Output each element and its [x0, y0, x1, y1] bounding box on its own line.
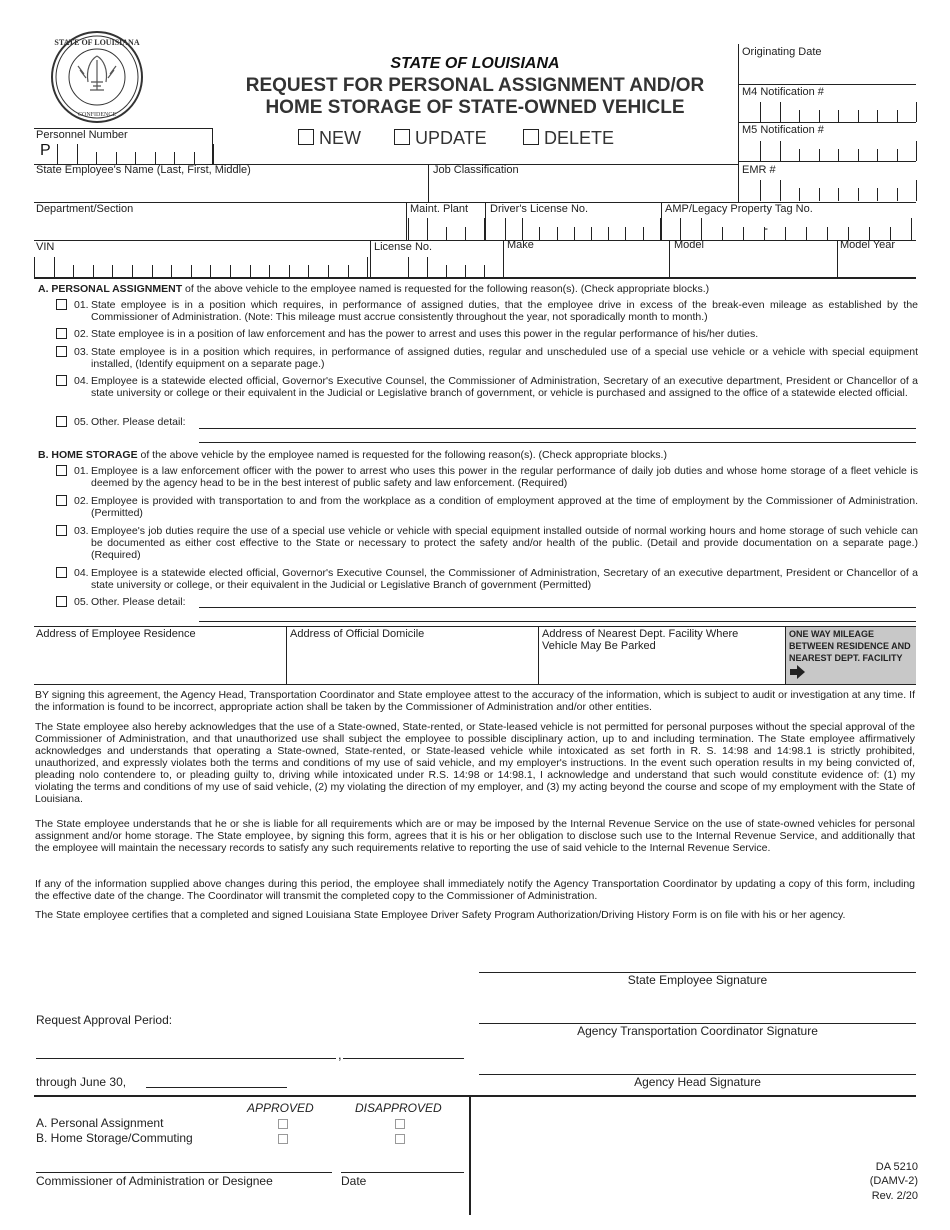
home-storage-row-label: B. Home Storage/Commuting	[36, 1131, 193, 1145]
personnel-number-field-cell[interactable]	[156, 152, 176, 164]
personnel-number-field-cell[interactable]	[136, 152, 156, 164]
m5-field-cell[interactable]	[898, 141, 918, 161]
m5-label: M5 Notification #	[742, 124, 824, 136]
personnel-number-field-cell[interactable]	[58, 144, 78, 164]
through-year-line[interactable]	[146, 1087, 287, 1088]
section-b-checkbox-01[interactable]	[56, 465, 67, 476]
job-classification-label: Job Classification	[433, 164, 519, 176]
through-label: through June 30,	[36, 1075, 127, 1089]
form-number: DA 5210	[875, 1161, 918, 1173]
section-b-item-05[interactable]: 05. Other. Please detail:	[56, 596, 918, 608]
amp-tag-field-cell[interactable]	[807, 227, 828, 240]
personnel-number-field-cell[interactable]	[175, 152, 195, 164]
personal-disapproved-checkbox[interactable]	[395, 1119, 405, 1129]
residence-address-field[interactable]	[36, 644, 284, 682]
employee-signature-label: State Employee Signature	[627, 973, 768, 987]
maint-plant-field-cell[interactable]	[447, 227, 466, 240]
drivers-license-field-cell[interactable]	[644, 218, 661, 240]
drivers-license-field-cell[interactable]	[540, 227, 557, 240]
maint-plant-field-cell[interactable]	[428, 227, 447, 240]
amp-tag-field-cell[interactable]	[702, 227, 723, 240]
home-approved-checkbox[interactable]	[278, 1134, 288, 1144]
commissioner-label: Commissioner of Administration or Designee	[36, 1174, 273, 1188]
drivers-license-label: Driver's License No.	[490, 203, 589, 215]
emr-field-cell[interactable]	[781, 188, 801, 201]
personal-assignment-row-label: A. Personal Assignment	[36, 1116, 164, 1130]
amp-tag-field[interactable]	[680, 218, 912, 240]
section-a-checkbox-03[interactable]	[56, 346, 67, 357]
home-disapproved-checkbox[interactable]	[395, 1134, 405, 1144]
emr-field[interactable]	[760, 180, 917, 201]
m4-field-cell[interactable]	[800, 110, 820, 122]
residence-address-label: Address of Employee Residence	[36, 628, 196, 640]
amp-tag-field-cell[interactable]	[723, 227, 744, 240]
drivers-license-field-cell[interactable]	[626, 227, 643, 240]
approval-period-comma: ,	[338, 1047, 342, 1062]
department-field[interactable]	[34, 216, 404, 238]
section-a-checkbox-01[interactable]	[56, 299, 67, 310]
personnel-number-field-cell[interactable]	[97, 152, 117, 164]
section-a-other-line-2[interactable]	[199, 442, 916, 443]
state-heading: STATE OF LOUISIANA	[390, 55, 560, 72]
personnel-number-field-cell[interactable]	[78, 152, 98, 164]
department-label: Department/Section	[36, 203, 134, 215]
form-revision: Rev. 2/20	[871, 1190, 918, 1202]
emr-field-cell[interactable]	[859, 188, 879, 201]
section-b-checkbox-04[interactable]	[56, 567, 67, 578]
employee-name-field[interactable]	[34, 178, 428, 200]
personnel-number-field-cell[interactable]	[195, 144, 215, 164]
personnel-prefix: P	[40, 142, 51, 159]
make-label: Make	[507, 239, 534, 251]
vin-field[interactable]	[34, 257, 368, 278]
approval-period-year-line[interactable]	[343, 1058, 464, 1059]
m4-field-cell[interactable]	[781, 110, 801, 122]
m4-field-cell[interactable]	[820, 110, 840, 122]
date-line[interactable]	[341, 1172, 464, 1173]
m5-field-cell[interactable]	[839, 149, 859, 161]
maint-plant-field-cell[interactable]	[466, 218, 485, 240]
personnel-number-field[interactable]	[57, 144, 214, 164]
drivers-license-field-cell[interactable]	[558, 227, 575, 240]
date-label: Date	[341, 1174, 367, 1188]
m4-field[interactable]	[760, 102, 917, 122]
model-label: Model	[674, 239, 704, 251]
m4-field-cell[interactable]	[859, 110, 879, 122]
model-year-field[interactable]	[839, 254, 916, 276]
domicile-address-field[interactable]	[288, 644, 536, 682]
section-b-checkbox-02[interactable]	[56, 495, 67, 506]
license-no-field-cell[interactable]	[485, 257, 504, 278]
drivers-license-field-cell[interactable]	[592, 227, 609, 240]
section-a-item-02[interactable]: 02. State employee is in a position of law enforcement and has the power to arrest and uses this power in the regular performance of his/her duties.	[56, 328, 918, 340]
facility-address-field[interactable]	[540, 656, 783, 682]
agreement-paragraph-3: The State employee understands that he or she is liable for all requirements which are or may be imposed by the Internal Revenue Service on the use of state-owned vehicles for personal assignment and/or home storage. The State employee, by signing this form, agrees that it is his or her obligation to disclose such use to the Internal Revenue Service, and additionally that the employee will maintain the necessary records to satisfy any such requirements relative to reporting the use of said vehicle to the Internal Revenue Service.	[35, 818, 915, 854]
emr-field-cell[interactable]	[898, 180, 918, 201]
vin-field-cell[interactable]	[35, 257, 55, 278]
approval-period-label: Request Approval Period:	[36, 1013, 173, 1027]
agreement-paragraph-2: The State employee also hereby acknowledges that the use of a State-owned, State-rented, or State-leased vehicle is not permitted for personal purposes without the special approval of the Commissioner of Administration, and that unauthorized use shall subject the employee to possible disciplinary action, up to and including termination. The State employee affirmatively acknowledges and understands that operating a State-owned, State-rented, or State-leased vehicle while intoxicated as set forth in R. S. 14:98 and 14:98.1 is strictly prohibited, unauthorized, and expressly violates both the terms and conditions of my use of said vehicle, and my employer's instructions. In the event such operation results in my being convicted of, pleading nolo contendere to, or pleading guilty to, driving while intoxicated under R.S. 14:98 or 14:98.1, I acknowledge and understand that such would constitute evidence of: (1) my violating the terms and conditions of my use of said vehicle, (2) my violating the direction of my employer, and (3) my acting beyond the course and scope of my employment with the State of Louisiana.	[35, 721, 915, 805]
m4-field-cell[interactable]	[761, 102, 781, 122]
agreement-paragraph-1: BY signing this agreement, the Agency Head, Transportation Coordinator and State employee attest to the accuracy of the information, which is subject to audit or investigation at any time. If the information is found to be incorrect, appropriate action shall be taken by the Commissioner of Administration and/or other entities.	[35, 689, 915, 713]
facility-address-label: Address of Nearest Dept. Facility Where Vehicle May Be Parked	[542, 628, 739, 652]
section-b-item-03[interactable]: 03. Employee's job duties require the use of a special use vehicle or vehicle with special equipment installed outside of normal working hours and home storage of such vehicle can be documented as either cost effective to the State or necessary to protect the safety and/or health of the public. (Detail and provide documentation on a separate page.) (Required)	[56, 525, 918, 561]
m5-field-cell[interactable]	[761, 141, 781, 161]
emr-field-cell[interactable]	[878, 188, 898, 201]
emr-field-cell[interactable]	[839, 188, 859, 201]
model-year-label: Model Year	[840, 239, 896, 251]
drivers-license-field-cell[interactable]	[506, 218, 523, 240]
emr-field-cell[interactable]	[820, 188, 840, 201]
maint-plant-field-cell[interactable]	[409, 218, 428, 240]
emr-label: EMR #	[742, 164, 776, 176]
mileage-box[interactable]	[786, 627, 916, 684]
new-checkbox[interactable]	[298, 129, 314, 145]
personal-approved-checkbox[interactable]	[278, 1119, 288, 1129]
drivers-license-field-cell[interactable]	[609, 227, 626, 240]
m4-label: M4 Notification #	[742, 86, 824, 98]
section-a-item-03[interactable]: 03. State employee is in a position which requires, in performance of assigned duties, regular and unscheduled use of a special use vehicle or a vehicle with special equipment installed, (Identify equipment on a separate page.)	[56, 346, 918, 370]
m4-field-cell[interactable]	[898, 102, 918, 122]
section-b-checkbox-05[interactable]	[56, 596, 67, 607]
form-code: (DAMV-2)	[869, 1175, 918, 1187]
amp-tag-field-cell[interactable]	[744, 227, 765, 240]
license-no-field-cell[interactable]	[409, 257, 428, 278]
vin-field-cell[interactable]	[349, 257, 369, 278]
maint-plant-field[interactable]	[408, 218, 485, 240]
m5-field-cell[interactable]	[820, 149, 840, 161]
m5-field[interactable]	[760, 141, 917, 161]
amp-tag-field-cell[interactable]	[681, 218, 702, 240]
m5-field-cell[interactable]	[800, 149, 820, 161]
amp-tag-label: AMP/Legacy Property Tag No.	[665, 203, 813, 215]
job-classification-field[interactable]	[430, 178, 736, 200]
vin-label: VIN	[36, 241, 55, 253]
m5-field-cell[interactable]	[878, 149, 898, 161]
svg-text:STATE OF LOUISIANA: STATE OF LOUISIANA	[54, 38, 140, 47]
make-field[interactable]	[505, 254, 667, 276]
section-a-item-05[interactable]: 05. Other. Please detail:	[56, 416, 918, 428]
section-b-item-04[interactable]: 04. Employee is a statewide elected official, Governor's Executive Counsel, the Commissioner of Administration, Secretary of an executive department, President or Chancellor of a state university or college, or their equivalent in the Judicial or Legislative Branch of government (Permitted)	[56, 567, 918, 591]
maint-plant-label: Maint. Plant	[410, 203, 469, 215]
license-no-field[interactable]	[408, 257, 504, 278]
personnel-number-label: Personnel Number	[36, 129, 128, 141]
agreement-paragraph-4: If any of the information supplied above changes during this period, the employee shall immediately notify the Agency Transportation Coordinator by updating a copy of this form, including the effective date of the change. The Coordinator will transmit the completed copy to the Commissioner of Administration.	[35, 878, 915, 902]
m5-field-cell[interactable]	[781, 149, 801, 161]
amp-dash: -	[764, 221, 768, 235]
svg-text:CONFIDENCE: CONFIDENCE	[77, 112, 117, 118]
form-title-line2: HOME STORAGE OF STATE-OWNED VEHICLE	[265, 97, 685, 118]
commissioner-signature-line[interactable]	[36, 1172, 332, 1173]
amp-tag-field-cell[interactable]	[891, 218, 912, 240]
m4-field-cell[interactable]	[839, 110, 859, 122]
model-field[interactable]	[671, 254, 835, 276]
option-update[interactable]: UPDATE	[394, 128, 487, 149]
section-a-other-line-1[interactable]	[199, 428, 916, 429]
originating-date-label: Originating Date	[742, 46, 822, 58]
agreement-paragraph-5: The State employee certifies that a completed and signed Louisiana State Employee Driver Safety Program Authorization/Driving History Form is on file with his or her agency.	[35, 909, 846, 921]
section-a-checkbox-05[interactable]	[56, 416, 67, 427]
personnel-number-field-cell[interactable]	[117, 152, 137, 164]
section-a-checkbox-04[interactable]	[56, 375, 67, 386]
amp-tag-field-cell[interactable]	[786, 227, 807, 240]
option-delete[interactable]: DELETE	[523, 128, 614, 149]
option-new[interactable]: NEW	[298, 128, 361, 149]
state-seal	[50, 30, 144, 124]
approved-header: APPROVED	[247, 1101, 314, 1115]
section-a-item-04[interactable]: 04. Employee is a statewide elected official, Governor's Executive Counsel, the Commissioner of Administration, Secretary of an executive department, President or Chancellor of a state university or college or their equivalent in the Judicial or Legislative branch of government, or vehicle is purchased and assigned to the office of a statewide elected official.	[56, 375, 918, 411]
approval-period-start-line[interactable]	[36, 1058, 336, 1059]
delete-checkbox[interactable]	[523, 129, 539, 145]
section-b-item-02[interactable]: 02. Employee is provided with transportation to and from the workplace as a condition of employment approved at the time of employment by the Commissioner of Administration. (Permitted)	[56, 495, 918, 519]
mileage-label: ONE WAY MILEAGE BETWEEN RESIDENCE AND NEAREST DEPT. FACILITY	[789, 629, 911, 663]
domicile-address-label: Address of Official Domicile	[290, 628, 425, 640]
employee-name-label: State Employee's Name (Last, First, Middle)	[36, 164, 251, 176]
license-no-label: License No.	[374, 241, 433, 253]
emr-field-cell[interactable]	[800, 188, 820, 201]
section-b-other-line-1[interactable]	[199, 607, 916, 608]
disapproved-header: DISAPPROVED	[355, 1101, 442, 1115]
form-title-line1: REQUEST FOR PERSONAL ASSIGNMENT AND/OR	[245, 75, 705, 96]
m4-field-cell[interactable]	[878, 110, 898, 122]
emr-field-cell[interactable]	[761, 180, 781, 201]
m5-field-cell[interactable]	[859, 149, 879, 161]
section-b-checkbox-03[interactable]	[56, 525, 67, 536]
amp-tag-field-cell[interactable]	[765, 227, 786, 240]
arrow-right-icon	[790, 665, 805, 684]
section-b-heading: B. HOME STORAGE of the above vehicle by the employee named is requested for the following reason(s). (Check appropriate blocks.)	[38, 449, 667, 461]
drivers-license-field[interactable]	[505, 218, 661, 240]
coordinator-signature-label: Agency Transportation Coordinator Signature	[577, 1024, 818, 1038]
update-checkbox[interactable]	[394, 129, 410, 145]
section-b-other-line-2[interactable]	[199, 621, 916, 622]
section-a-item-01[interactable]: 01. State employee is in a position which requires, in performance of assigned duties, that the employee drive in excess of the break-even mileage as established by the Commissioner of Administration. (Note: This mileage must accrue consistently throughout the year, not sporadically month to month.)	[56, 299, 918, 323]
section-a-checkbox-02[interactable]	[56, 328, 67, 339]
section-b-item-01[interactable]: 01. Employee is a law enforcement officer with the power to arrest who uses this power in the regular performance of daily job duties and whose home storage of a fleet vehicle is deemed by the agency head to be in the best interest of public safety and law enforcement. (Required)	[56, 465, 918, 489]
drivers-license-field-cell[interactable]	[575, 227, 592, 240]
section-a-heading: A. PERSONAL ASSIGNMENT of the above vehicle to the employee named is requested for the following reason(s). (Check appropriate blocks.)	[38, 283, 710, 295]
agency-head-signature-label: Agency Head Signature	[634, 1075, 761, 1089]
